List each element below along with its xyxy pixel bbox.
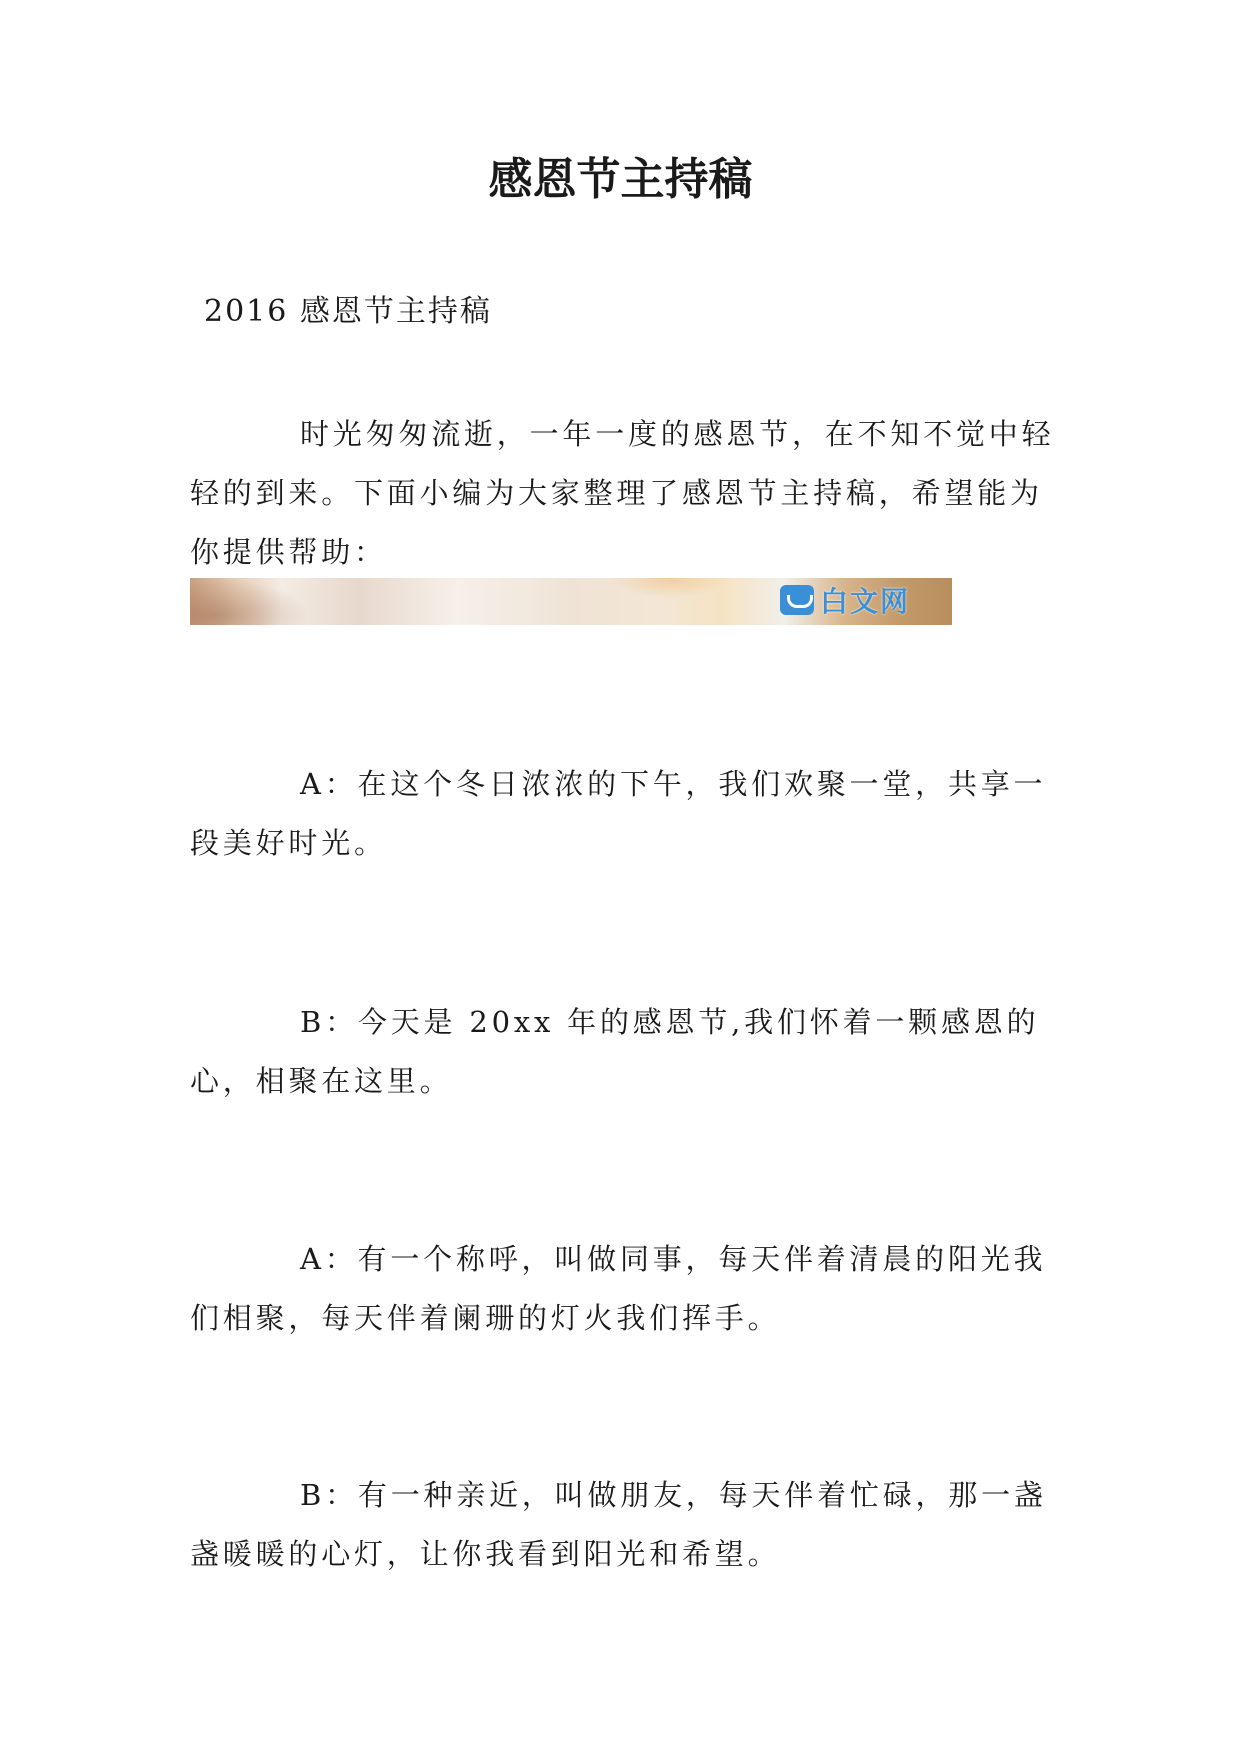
page-title: 感恩节主持稿 bbox=[488, 154, 753, 205]
banner-photo-highlight bbox=[610, 578, 730, 598]
book-logo-icon bbox=[780, 585, 814, 615]
site-logo bbox=[780, 580, 910, 620]
site-logo-text: 白文网 bbox=[820, 585, 911, 618]
banner-photo-shade bbox=[190, 578, 310, 625]
banner-image bbox=[190, 578, 952, 625]
intro-paragraph: 时光匆匆流逝，一年一度的感恩节，在不知不觉中轻轻的到来。下面小编为大家整理了感恩节主持稿，希望能为你提供帮助： bbox=[190, 417, 1055, 569]
document-subtitle: 2016 感恩节主持稿 bbox=[204, 294, 492, 329]
dialogue-paragraph: A：有一个称呼，叫做同事，每天伴着清晨的阳光我们相聚，每天伴着阑珊的灯火我们挥手。 bbox=[190, 1242, 1047, 1335]
dialogue-paragraph: B：今天是 20xx 年的感恩节,我们怀着一颗感恩的心，相聚在这里。 bbox=[190, 1005, 1040, 1098]
dialogue-paragraph: A：在这个冬日浓浓的下午，我们欢聚一堂，共享一段美好时光。 bbox=[190, 767, 1047, 860]
dialogue-paragraph: B：有一种亲近，叫做朋友，每天伴着忙碌，那一盏盏暖暖的心灯，让你我看到阳光和希望。 bbox=[190, 1478, 1047, 1571]
